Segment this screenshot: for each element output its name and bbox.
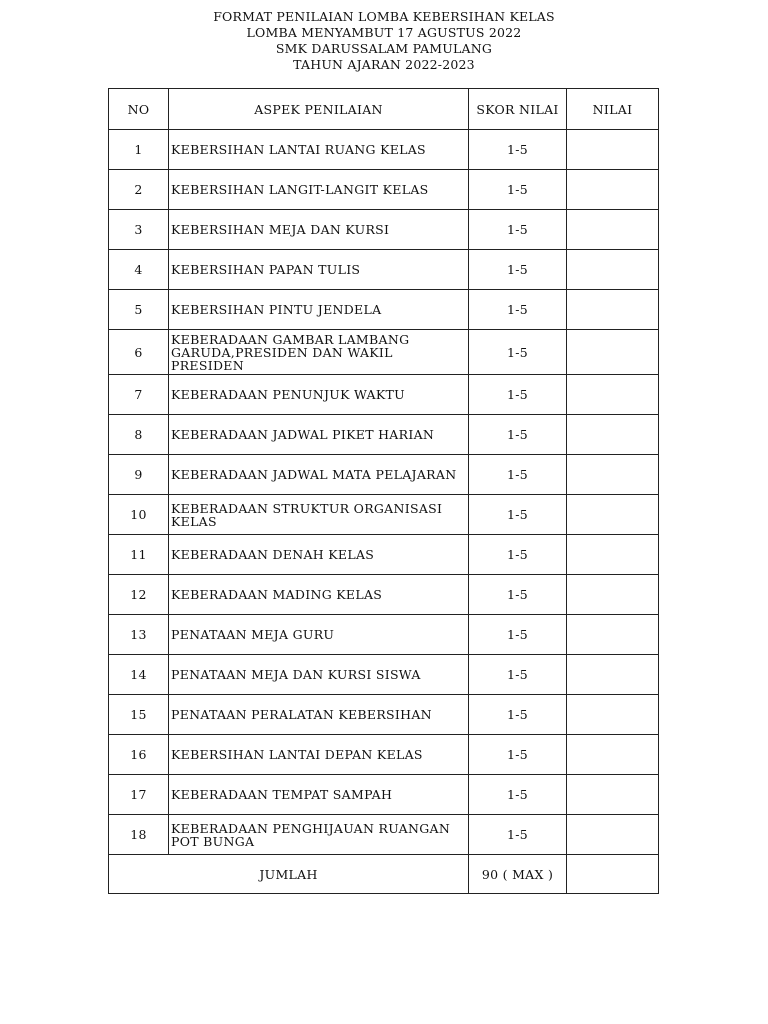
cell-aspek: KEBERSIHAN PAPAN TULIS (169, 250, 469, 290)
cell-nilai[interactable] (567, 815, 659, 855)
cell-skor: 1-5 (469, 695, 567, 735)
header-nilai: NILAI (567, 89, 659, 130)
cell-nilai[interactable] (567, 415, 659, 455)
cell-aspek: KEBERSIHAN LANTAI RUANG KELAS (169, 130, 469, 170)
cell-no: 17 (109, 775, 169, 815)
total-nilai[interactable] (567, 855, 659, 894)
cell-no: 2 (109, 170, 169, 210)
cell-skor: 1-5 (469, 735, 567, 775)
table-row (109, 575, 659, 615)
title-line-1: FORMAT PENILAIAN LOMBA KEBERSIHAN KELAS (213, 9, 555, 24)
cell-aspek: KEBERSIHAN LANGIT-LANGIT KELAS (169, 170, 469, 210)
cell-skor: 1-5 (469, 455, 567, 495)
total-label: JUMLAH (109, 855, 469, 894)
document-header (0, 9, 768, 73)
cell-no: 14 (109, 655, 169, 695)
assessment-table (108, 88, 659, 894)
cell-no: 7 (109, 375, 169, 415)
cell-skor: 1-5 (469, 575, 567, 615)
cell-skor: 1-5 (469, 655, 567, 695)
cell-no: 11 (109, 535, 169, 575)
table-row (109, 375, 659, 415)
table-header-row (109, 89, 659, 130)
cell-nilai[interactable] (567, 615, 659, 655)
cell-aspek: PENATAAN MEJA DAN KURSI SISWA (169, 655, 469, 695)
cell-no: 3 (109, 210, 169, 250)
header-no: NO (109, 89, 169, 130)
cell-skor: 1-5 (469, 815, 567, 855)
cell-aspek: KEBERADAAN MADING KELAS (169, 575, 469, 615)
cell-no: 4 (109, 250, 169, 290)
cell-nilai[interactable] (567, 735, 659, 775)
cell-no: 13 (109, 615, 169, 655)
table-row (109, 290, 659, 330)
table-row (109, 695, 659, 735)
cell-skor: 1-5 (469, 330, 567, 375)
cell-aspek: PENATAAN MEJA GURU (169, 615, 469, 655)
cell-aspek: KEBERADAAN TEMPAT SAMPAH (169, 775, 469, 815)
cell-no: 15 (109, 695, 169, 735)
table-row (109, 415, 659, 455)
table-row (109, 210, 659, 250)
cell-aspek: KEBERADAAN GAMBAR LAMBANG GARUDA,PRESIDEN DAN WAKIL PRESIDEN (169, 330, 469, 375)
table-row (109, 655, 659, 695)
cell-aspek: KEBERADAAN JADWAL PIKET HARIAN (169, 415, 469, 455)
table-row (109, 130, 659, 170)
cell-nilai[interactable] (567, 330, 659, 375)
table-row (109, 330, 659, 375)
cell-skor: 1-5 (469, 415, 567, 455)
cell-nilai[interactable] (567, 775, 659, 815)
cell-aspek: KEBERSIHAN PINTU JENDELA (169, 290, 469, 330)
cell-aspek: KEBERADAAN DENAH KELAS (169, 535, 469, 575)
cell-nilai[interactable] (567, 250, 659, 290)
cell-nilai[interactable] (567, 535, 659, 575)
cell-aspek: KEBERSIHAN MEJA DAN KURSI (169, 210, 469, 250)
title-line-3: SMK DARUSSALAM PAMULANG (275, 41, 493, 56)
cell-skor: 1-5 (469, 170, 567, 210)
cell-nilai[interactable] (567, 375, 659, 415)
cell-nilai[interactable] (567, 210, 659, 250)
cell-no: 10 (109, 495, 169, 535)
header-skor: SKOR NILAI (469, 89, 567, 130)
cell-no: 8 (109, 415, 169, 455)
cell-no: 12 (109, 575, 169, 615)
cell-nilai[interactable] (567, 290, 659, 330)
cell-aspek: KEBERADAAN STRUKTUR ORGANISASI KELAS (169, 495, 469, 535)
cell-aspek: KEBERADAAN JADWAL MATA PELAJARAN (169, 455, 469, 495)
cell-no: 6 (109, 330, 169, 375)
cell-skor: 1-5 (469, 290, 567, 330)
cell-skor: 1-5 (469, 210, 567, 250)
title-line-2: LOMBA MENYAMBUT 17 AGUSTUS 2022 (246, 25, 522, 40)
cell-no: 16 (109, 735, 169, 775)
total-row (109, 855, 659, 894)
cell-nilai[interactable] (567, 495, 659, 535)
cell-nilai[interactable] (567, 170, 659, 210)
table-row (109, 535, 659, 575)
cell-no: 5 (109, 290, 169, 330)
cell-aspek: KEBERADAAN PENGHIJAUAN RUANGAN POT BUNGA (169, 815, 469, 855)
table-row (109, 775, 659, 815)
cell-no: 9 (109, 455, 169, 495)
table-row (109, 455, 659, 495)
cell-skor: 1-5 (469, 495, 567, 535)
title-line-4: TAHUN AJARAN 2022-2023 (293, 57, 475, 72)
cell-no: 18 (109, 815, 169, 855)
cell-skor: 1-5 (469, 130, 567, 170)
table-row (109, 735, 659, 775)
table-row (109, 815, 659, 855)
table-row (109, 250, 659, 290)
cell-skor: 1-5 (469, 535, 567, 575)
cell-nilai[interactable] (567, 455, 659, 495)
cell-nilai[interactable] (567, 695, 659, 735)
cell-nilai[interactable] (567, 130, 659, 170)
cell-nilai[interactable] (567, 575, 659, 615)
cell-no: 1 (109, 130, 169, 170)
header-aspek: ASPEK PENILAIAN (169, 89, 469, 130)
cell-skor: 1-5 (469, 615, 567, 655)
table-row (109, 615, 659, 655)
cell-aspek: PENATAAN PERALATAN KEBERSIHAN (169, 695, 469, 735)
total-skor: 90 ( MAX ) (469, 855, 567, 894)
table-row (109, 495, 659, 535)
cell-skor: 1-5 (469, 250, 567, 290)
cell-skor: 1-5 (469, 375, 567, 415)
cell-skor: 1-5 (469, 775, 567, 815)
cell-aspek: KEBERADAAN PENUNJUK WAKTU (169, 375, 469, 415)
cell-nilai[interactable] (567, 655, 659, 695)
cell-aspek: KEBERSIHAN LANTAI DEPAN KELAS (169, 735, 469, 775)
table-row (109, 170, 659, 210)
